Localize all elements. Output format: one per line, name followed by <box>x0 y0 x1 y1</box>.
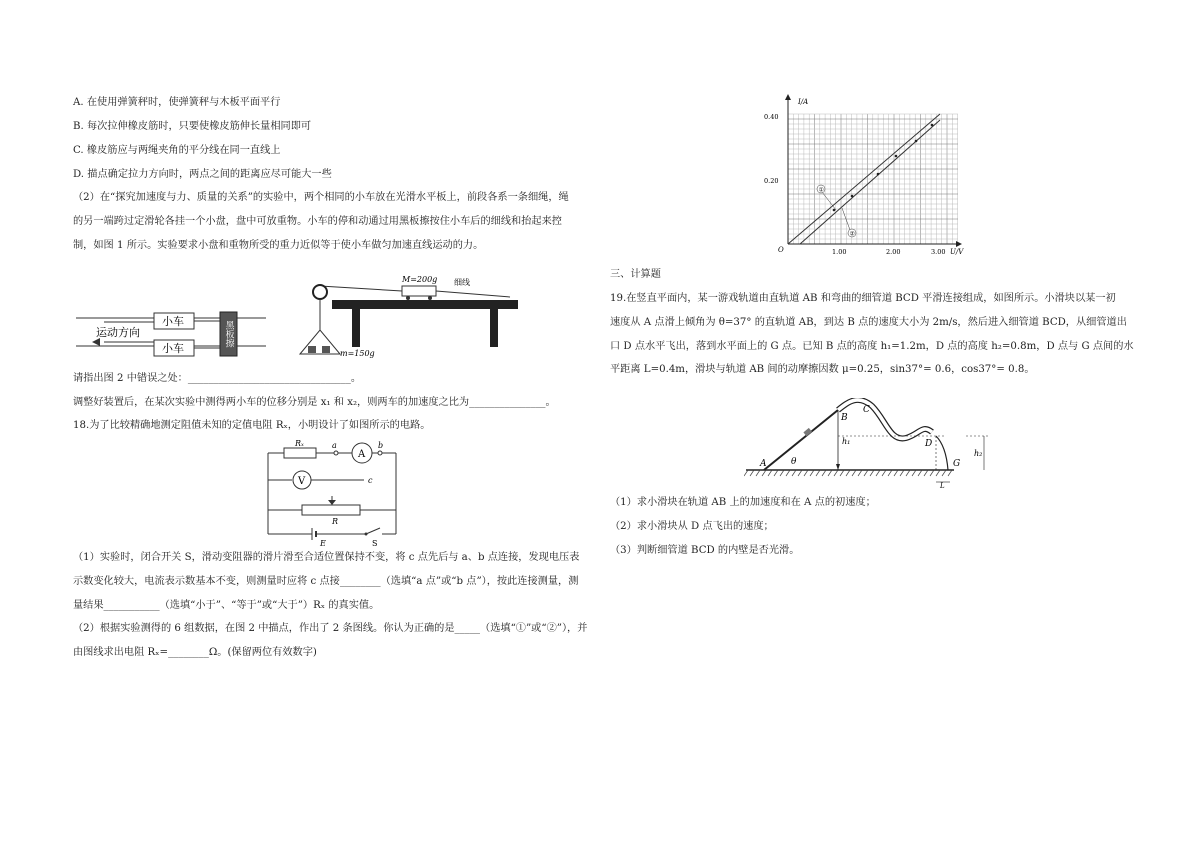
svg-text:Rₓ: Rₓ <box>295 439 304 448</box>
point-a: A <box>760 459 767 469</box>
line-2-label: ② <box>849 230 855 238</box>
q19-line1: 19.在竖直平面内，某一游戏轨道由直轨道 AB 和弯曲的细管道 BCD 平滑连接组成，如图所示。小滑块以某一初 <box>610 293 1116 304</box>
rheostat <box>302 505 360 515</box>
q17-part2-line2: 的另一端跨过定滑轮各挂一个小盘，盘中可放重物。小车的停和动通过用黑板擦按住小车后的细线和抬起来控 <box>73 216 562 227</box>
h2-label: h₂ <box>974 449 983 458</box>
data-points <box>833 124 934 212</box>
q19-sub1: （1）求小滑块在轨道 AB 上的加速度和在 A 点的初速度； <box>610 497 876 508</box>
svg-text:S: S <box>372 539 378 548</box>
l-label: L <box>940 482 945 490</box>
option-c: C. 橡皮筋应与两绳夹角的平分线在同一直线上 <box>73 145 281 156</box>
string-label: 细线 <box>454 278 470 287</box>
x-tick-3: 3.00 <box>931 248 946 256</box>
q18-intro: 18.为了比较精确地测定阻值未知的定值电阻 Rₓ，小明设计了如图所示的电路。 <box>73 420 431 431</box>
car-mass-label: M=200g <box>402 275 438 284</box>
cart-top-label: 小车 <box>162 315 184 328</box>
option-a: A. 在使用弹簧秤时，使弹簧秤与木板平面平行 <box>73 97 281 108</box>
table-pulley-figure <box>294 272 526 362</box>
y-tick-020: 0.20 <box>764 177 779 185</box>
iu-graph <box>758 92 970 260</box>
origin-label: O <box>778 246 784 254</box>
cart-figure-1 <box>74 298 268 364</box>
option-b: B. 每次拉伸橡皮筋时，只要使橡皮筋伸长量相同即可 <box>73 121 312 132</box>
line-2 <box>800 120 940 244</box>
x-tick-2: 2.00 <box>886 248 901 256</box>
q18-part1-line1: （1）实验时，闭合开关 S，滑动变阻器的滑片滑至合适位置保持不变，将 c 点先后与 a、b 点连接，发现电压表 <box>73 552 580 563</box>
svg-text:E: E <box>320 539 326 548</box>
weight-mass-label: m=150g <box>340 349 375 358</box>
svg-text:b: b <box>378 441 384 450</box>
line-1-label: ① <box>818 186 824 194</box>
point-b: B <box>841 413 848 423</box>
q19-line2: 速度从 A 点滑上倾角为 θ=37° 的直轨道 AB，到达 B 点的速度大小为 2m/s，然后进入细管道 BCD，从细管道出 <box>610 317 1127 328</box>
q17-part2-line1: （2）在“探究加速度与力、质量的关系”的实验中，两个相同的小车放在光滑水平板上，前段各系一条细绳，绳 <box>73 192 569 203</box>
circuit-diagram <box>262 438 406 550</box>
q18-part1-line2: 示数变化较大，电流表示数基本不变，则测量时应将 c 点接________（选填“a 点”或“b 点”），按此连接测量，测 <box>73 576 579 587</box>
option-d: D. 描点确定拉力方向时，两点之间的距离应尽可能大一些 <box>73 169 332 180</box>
direction-label: 运动方向 <box>96 326 140 339</box>
cart-bottom-label: 小车 <box>162 342 184 355</box>
point-d: D <box>925 439 933 449</box>
svg-text:V: V <box>298 476 306 487</box>
track-figure <box>744 398 994 492</box>
x-tick-1: 1.00 <box>832 248 847 256</box>
q19-sub2: （2）求小滑块从 D 点飞出的速度； <box>610 521 774 532</box>
q18-part1-line3: 量结果___________（选填“小于”、“等于”或“大于”）Rₓ 的真实值。 <box>73 600 380 611</box>
resistor-rx <box>284 448 316 458</box>
y-tick-040: 0.40 <box>764 113 779 121</box>
ratio-question: 调整好装置后，在某次实验中测得两小车的位移分别是 x₁ 和 x₂，则两车的加速度之比为_______________。 <box>73 397 556 408</box>
angle-theta: θ <box>791 457 797 467</box>
point-c: C <box>863 405 870 415</box>
x-axis-label: U/V <box>950 248 964 256</box>
eraser-label: 黑板擦 <box>223 320 234 348</box>
q19-line3: 口 D 点水平飞出，落到水平面上的 G 点。已知 B 点的高度 h₁=1.2m，D 点的高度 h₂=0.8m，D 点与 G 点间的水 <box>610 341 1134 352</box>
q19-line4: 平距离 L=0.4m，滑块与轨道 AB 间的动摩擦因数 μ=0.25，sin37°= 0.6，cos37°= 0.8。 <box>610 364 1035 375</box>
q18-part2-line1: （2）根据实验测得的 6 组数据，在图 2 中描点，作出了 2 条图线。你认为正确的是_____（选填“①”或“②”），并 <box>73 623 588 634</box>
error-question: 请指出图 2 中错误之处：________________________________。 <box>73 373 362 384</box>
point-g: G <box>953 459 961 469</box>
svg-text:c: c <box>368 476 373 485</box>
section-title: 三、计算题 <box>610 269 661 280</box>
y-axis-label: I/A <box>798 98 809 106</box>
svg-text:R: R <box>332 517 339 526</box>
q17-part2-line3: 制，如图 1 所示。实验要求小盘和重物所受的重力近似等于使小车做匀加速直线运动的力。 <box>73 240 484 251</box>
h1-label: h₁ <box>842 437 851 446</box>
q18-part2-line2: 由图线求出电阻 Rₓ=________Ω。(保留两位有效数字) <box>73 647 317 658</box>
svg-text:A: A <box>358 449 366 460</box>
svg-text:a: a <box>332 441 337 450</box>
q19-sub3: （3）判断细管道 BCD 的内壁是否光滑。 <box>610 545 800 556</box>
